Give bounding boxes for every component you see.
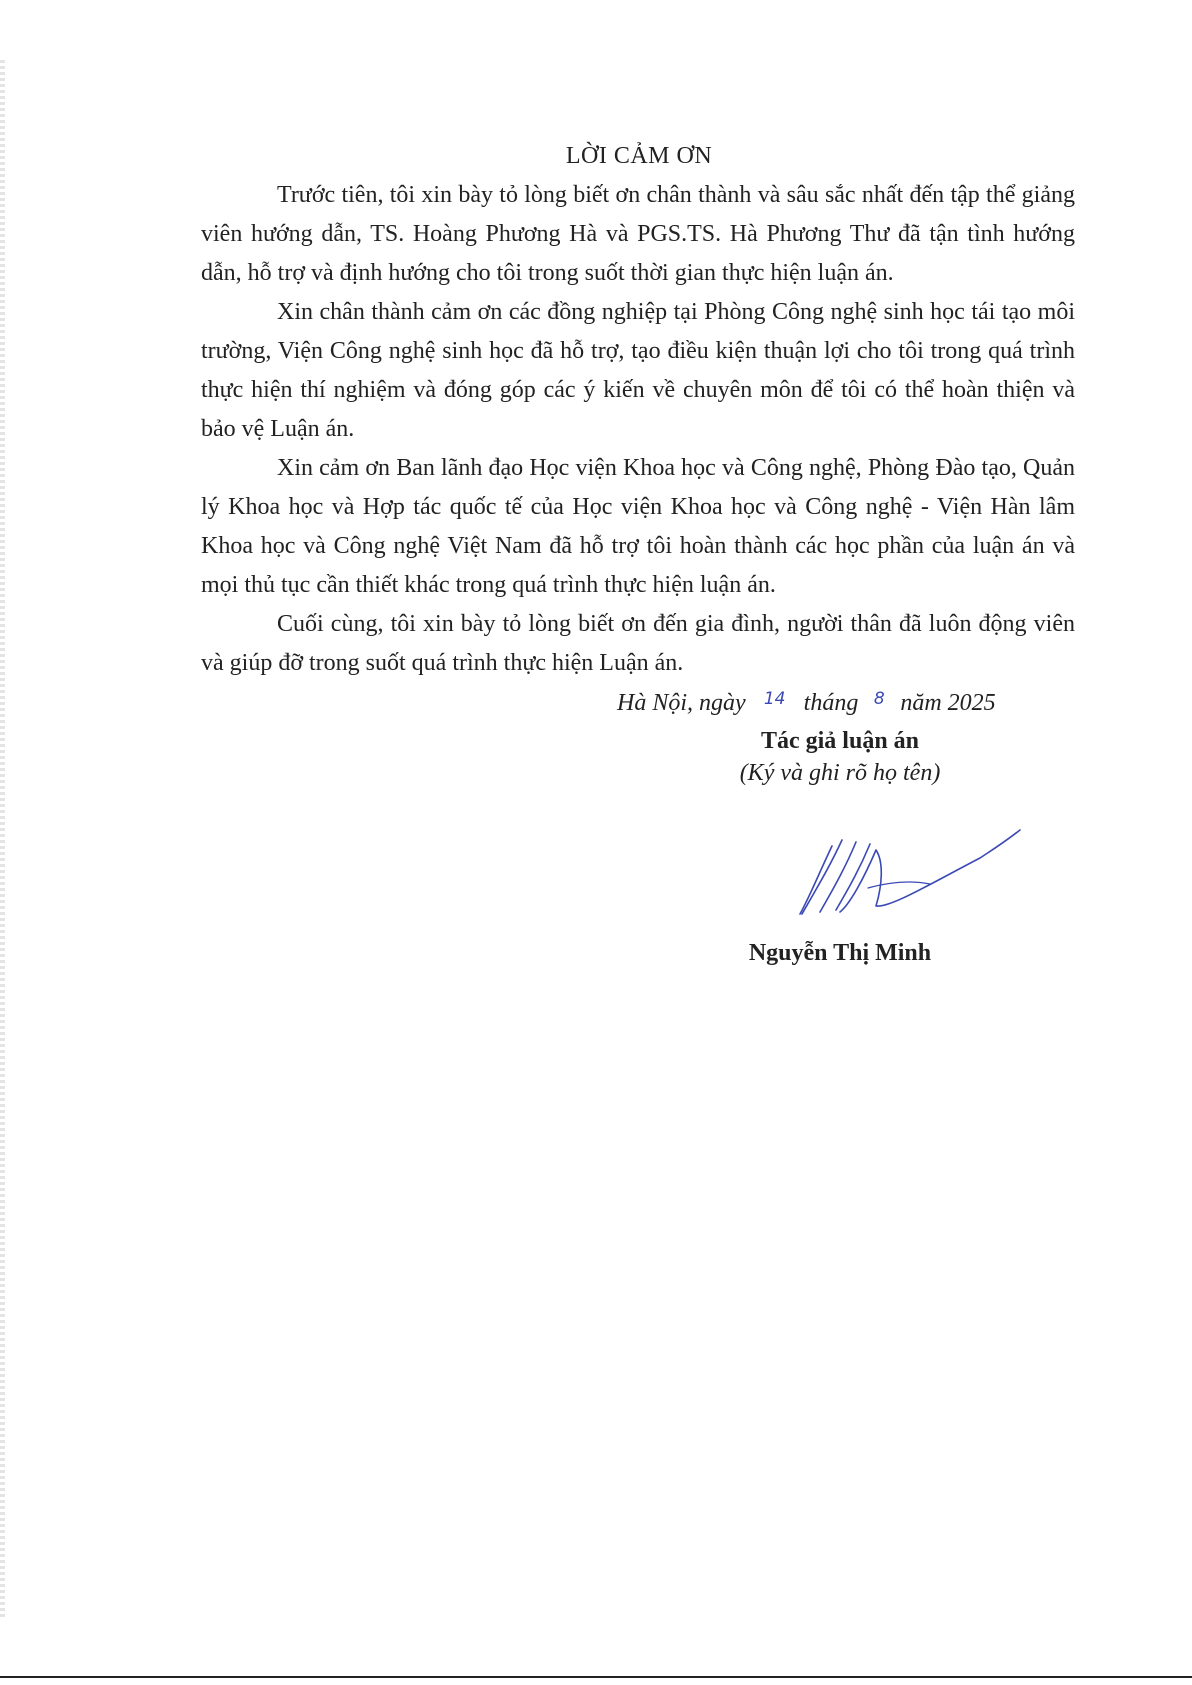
paragraph-4: Cuối cùng, tôi xin bày tỏ lòng biết ơn đến gia đình, người thân đã luôn động viên và giúp đỡ trong suốt quá trình thực hiện Luận án. [201, 611, 1075, 676]
date-day-handwritten: 14 [763, 689, 786, 709]
date-month-handwritten: 8 [873, 689, 885, 709]
date-year: năm 2025 [900, 690, 996, 716]
date-line [617, 689, 996, 717]
paragraph-2: Xin chân thành cảm ơn các đồng nghiệp tại Phòng Công nghệ sinh học tái tạo môi trường, Viện Công nghệ sinh học đã hỗ trợ, tạo điều kiện thuận lợi cho tôi trong quá trình thực hiện thí nghiệm và đóng góp các ý kiến về chuyên môn để tôi có thể hoàn thiện và bảo vệ Luận án. [201, 299, 1075, 442]
scan-bottom-rule [0, 1676, 1192, 1678]
date-place-prefix: Hà Nội, ngày [617, 690, 746, 716]
acknowledgement-body [201, 176, 1075, 683]
scan-left-edge [0, 60, 5, 1620]
author-label: Tác giả luận án [760, 728, 920, 754]
author-name: Nguyễn Thị Minh [748, 940, 932, 966]
handwritten-signature [780, 826, 1030, 926]
paragraph-3: Xin cảm ơn Ban lãnh đạo Học viện Khoa học và Công nghệ, Phòng Đào tạo, Quản lý Khoa học và Hợp tác quốc tế của Học viện Khoa học và Công nghệ - Viện Hàn lâm Khoa học và Công nghệ Việt Nam đã hỗ trợ tôi hoàn thành các học phần của luận án và mọi thủ tục cần thiết khác trong quá trình thực hiện luận án. [201, 455, 1075, 598]
date-month-label: tháng [803, 690, 859, 716]
page-title: LỜI CẢM ƠN [565, 143, 713, 169]
sign-note: (Ký và ghi rõ họ tên) [739, 760, 941, 786]
paragraph-1: Trước tiên, tôi xin bày tỏ lòng biết ơn chân thành và sâu sắc nhất đến tập thể giảng viên hướng dẫn, TS. Hoàng Phương Hà và PGS.TS. Hà Phương Thư đã tận tình hướng dẫn, hỗ trợ và định hướng cho tôi trong suốt thời gian thực hiện luận án. [201, 182, 1075, 286]
